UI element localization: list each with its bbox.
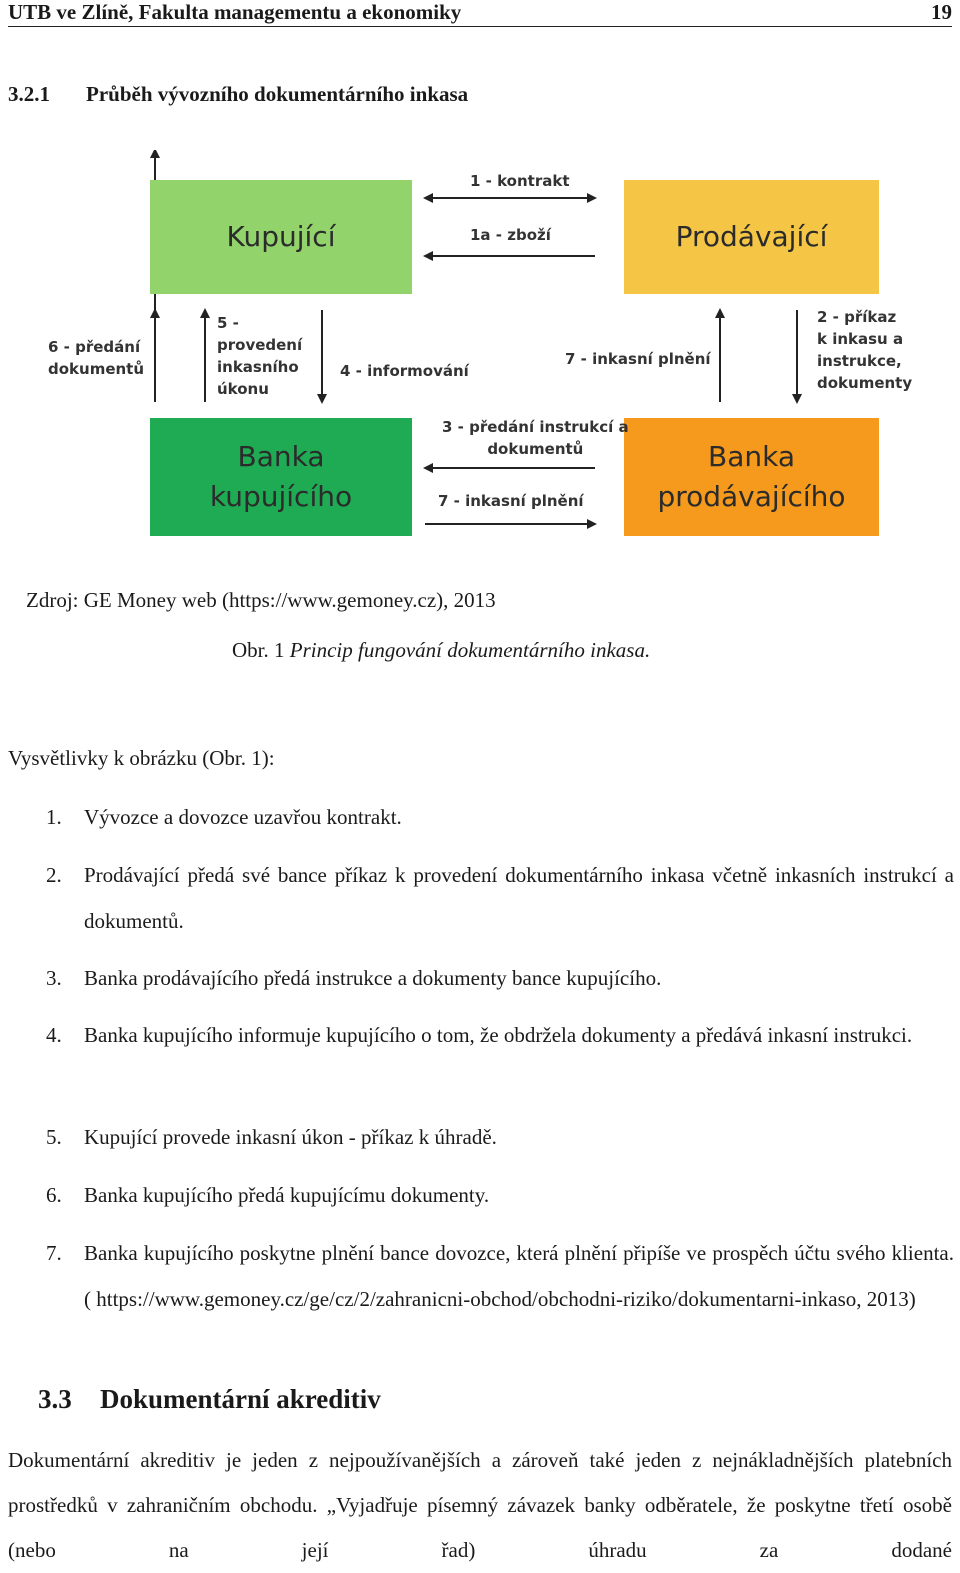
subsection-number: 3.2.1 [8,82,50,106]
list-text: Kupující provede inkasní úkon - příkaz k úhradě. [84,1125,497,1149]
box-seller [624,180,879,294]
list-text: Banka prodávajícího předá instrukce a dokumenty bance kupujícího. [84,966,662,990]
list-number: 1. [46,805,62,829]
list-number: 6. [46,1183,62,1207]
subsection-heading [8,82,468,107]
page-number: 19 [931,0,952,24]
label-collection: 5 - provedení inkasního úkonu [217,314,303,398]
explanation-title: Vysvětlivky k obrázku (Obr. 1): [8,746,275,770]
box-buyer-bank [150,418,412,536]
list-item [46,1012,954,1058]
label-instructions: 3 - předání instrukcí a dokumentů [442,418,629,458]
label-goods: 1a - zboží [470,226,551,244]
list-text: Banka kupujícího informuje kupujícího o tom, že obdržela dokumenty a předává inkasní instrukci. [84,1023,913,1047]
label-inform: 4 - informování [340,362,469,380]
list-item [46,1172,954,1218]
list-text: Banka kupujícího poskytne plnění bance dovozce, která plnění připíše ve prospěch účtu svého klienta. ( https://www.gemoney.cz/ge/cz/2/zahranicni-obchod/obchodni-riziko/dokumentarni-inkaso, 2013) [84,1241,954,1311]
figure-caption [232,638,650,663]
section-title: Dokumentární akreditiv [100,1384,381,1414]
subsection-title: Průběh vývozního dokumentárního inkasa [86,82,469,106]
list-text: Prodávající předá své bance příkaz k provedení dokumentárního inkasa včetně inkasních instrukcí a dokumentů. [84,863,954,933]
list-item [46,1114,954,1160]
label-payment-right: 7 - inkasní plnění [565,350,711,368]
list-item [46,794,954,840]
section-number: 3.3 [38,1384,72,1414]
label-payment-bottom: 7 - inkasní plnění [438,492,584,510]
list-number: 7. [46,1241,62,1265]
collection-diagram [0,150,960,560]
box-seller-bank-label: Banka prodávajícího [657,440,846,513]
body-paragraph: Dokumentární akreditiv je jeden z nejpoužívanějších a zároveň také jeden z nejnákladnějších platebních prostředků v zahraničním obchodu. „Vyjadřuje písemný závazek banky odběratele, že poskytne třetí osobě (nebo na její řad) úhradu za dodané [8,1448,952,1562]
list-item [46,955,954,1001]
caption-prefix: Obr. 1 [232,638,285,662]
list-text: Vývozce a dovozce uzavřou kontrakt. [84,805,402,829]
label-order: 2 - příkaz k inkasu a instrukce, dokumenty [817,308,913,392]
figure-source: Zdroj: GE Money web (https://www.gemoney.cz), 2013 [26,588,496,612]
page-header [8,0,952,27]
box-seller-bank [624,418,879,536]
list-text: Banka kupujícího předá kupujícímu dokumenty. [84,1183,490,1207]
box-buyer-bank-label: Banka kupujícího [209,440,353,513]
caption-title: Princip fungování dokumentárního inkasa. [289,638,651,662]
box-seller-label: Prodávající [675,220,828,253]
list-number: 4. [46,1023,62,1047]
box-buyer [150,180,412,294]
list-number: 3. [46,966,62,990]
list-number: 5. [46,1125,62,1149]
header-title: UTB ve Zlíně, Fakulta managementu a ekonomiky [8,0,462,24]
list-item [46,852,954,944]
label-handover-docs: 6 - předání dokumentů [48,338,145,378]
label-contract: 1 - kontrakt [470,172,570,190]
box-buyer-label: Kupující [226,220,336,253]
list-item [46,1230,954,1322]
list-number: 2. [46,863,62,887]
section-heading [38,1384,381,1415]
